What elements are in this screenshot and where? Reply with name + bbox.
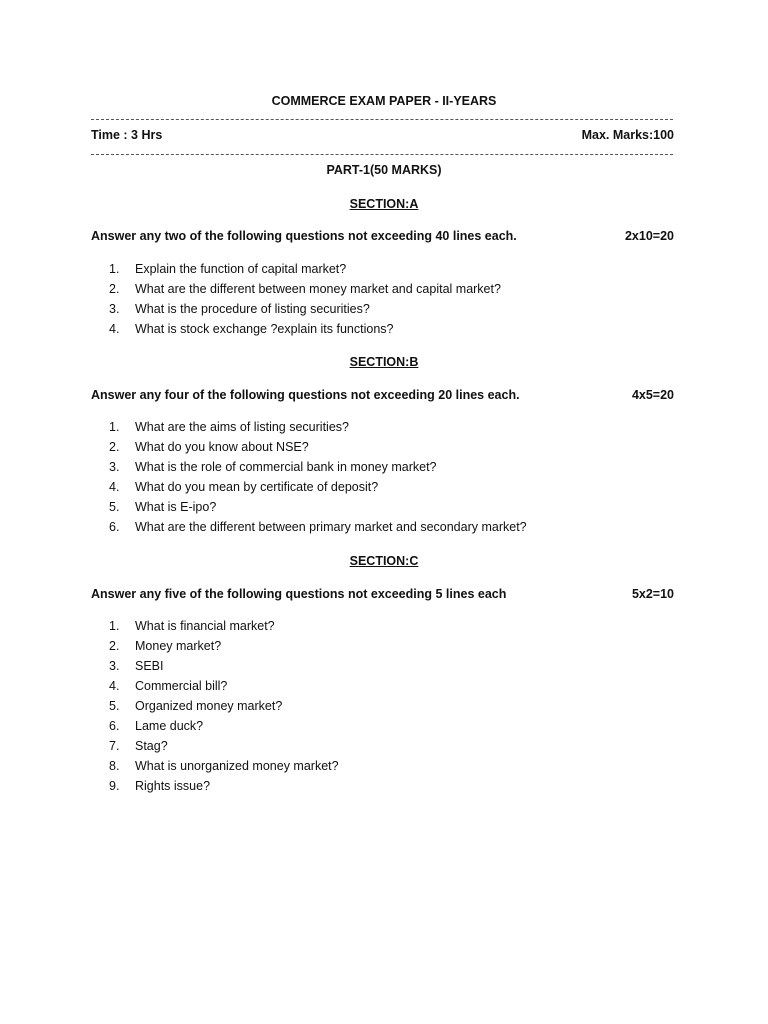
question-number: 2. <box>109 440 120 454</box>
question-text: What are the different between primary market and secondary market? <box>135 520 527 534</box>
list-item <box>109 517 527 537</box>
question-text: What is the role of commercial bank in money market? <box>135 460 437 474</box>
question-text: Lame duck? <box>135 719 204 733</box>
list-item <box>109 736 339 756</box>
question-number: 1. <box>109 420 120 434</box>
list-item <box>109 676 339 696</box>
dashed-divider-top <box>91 119 673 120</box>
question-number: 4. <box>109 480 120 494</box>
section-a-instruction: Answer any two of the following questions not exceeding 40 lines each. <box>91 229 517 243</box>
question-text: What is stock exchange ?explain its functions? <box>135 322 394 336</box>
paper-title: COMMERCE EXAM PAPER - II-YEARS <box>271 94 497 108</box>
list-item <box>109 477 527 497</box>
section-a-marks: 2x10=20 <box>624 229 674 243</box>
list-item <box>109 457 527 477</box>
max-marks-label: Max. Marks:100 <box>581 128 674 142</box>
section-c-question-list <box>109 616 339 796</box>
list-item <box>109 279 501 299</box>
list-item <box>109 696 339 716</box>
list-item <box>109 716 339 736</box>
question-number: 2. <box>109 639 120 653</box>
question-number: 3. <box>109 659 120 673</box>
section-b-instruction: Answer any four of the following questions not exceeding 20 lines each. <box>91 388 520 402</box>
list-item <box>109 417 527 437</box>
list-item <box>109 616 339 636</box>
question-text: Stag? <box>135 739 168 753</box>
question-text: Money market? <box>135 639 222 653</box>
question-text: Organized money market? <box>135 699 283 713</box>
question-number: 3. <box>109 460 120 474</box>
question-text: What are the different between money market and capital market? <box>135 282 501 296</box>
question-text: What is the procedure of listing securities? <box>135 302 370 316</box>
question-text: What do you mean by certificate of deposit? <box>135 480 379 494</box>
section-c-heading: SECTION:C <box>349 554 419 568</box>
question-text: SEBI <box>135 659 164 673</box>
list-item <box>109 299 501 319</box>
section-b-heading: SECTION:B <box>349 355 419 369</box>
question-number: 5. <box>109 500 120 514</box>
question-text: What is unorganized money market? <box>135 759 339 773</box>
list-item <box>109 259 501 279</box>
part-heading: PART-1(50 MARKS) <box>326 163 442 177</box>
question-number: 1. <box>109 262 120 276</box>
list-item <box>109 636 339 656</box>
question-number: 8. <box>109 759 120 773</box>
list-item <box>109 319 501 339</box>
dashed-divider-bottom <box>91 154 673 155</box>
section-a-question-list <box>109 259 501 339</box>
header-row <box>91 128 674 142</box>
question-text: What are the aims of listing securities? <box>135 420 349 434</box>
question-text: Commercial bill? <box>135 679 228 693</box>
list-item <box>109 776 339 796</box>
question-text: What is financial market? <box>135 619 275 633</box>
question-text: Explain the function of capital market? <box>135 262 347 276</box>
question-number: 6. <box>109 719 120 733</box>
question-number: 3. <box>109 302 120 316</box>
section-a-heading: SECTION:A <box>349 197 419 211</box>
list-item <box>109 497 527 517</box>
question-number: 7. <box>109 739 120 753</box>
question-number: 5. <box>109 699 120 713</box>
list-item <box>109 437 527 457</box>
question-text: What do you know about NSE? <box>135 440 309 454</box>
section-c-instruction: Answer any five of the following questions not exceeding 5 lines each <box>91 587 507 601</box>
section-b-question-list <box>109 417 527 537</box>
time-label: Time : 3 Hrs <box>91 128 163 142</box>
question-text: Rights issue? <box>135 779 211 793</box>
question-number: 1. <box>109 619 120 633</box>
list-item <box>109 656 339 676</box>
question-number: 4. <box>109 322 120 336</box>
section-c-marks: 5x2=10 <box>631 587 674 601</box>
question-text: What is E-ipo? <box>135 500 217 514</box>
section-b-marks: 4x5=20 <box>631 388 674 402</box>
question-number: 4. <box>109 679 120 693</box>
list-item <box>109 756 339 776</box>
question-number: 2. <box>109 282 120 296</box>
question-number: 6. <box>109 520 120 534</box>
question-number: 9. <box>109 779 120 793</box>
